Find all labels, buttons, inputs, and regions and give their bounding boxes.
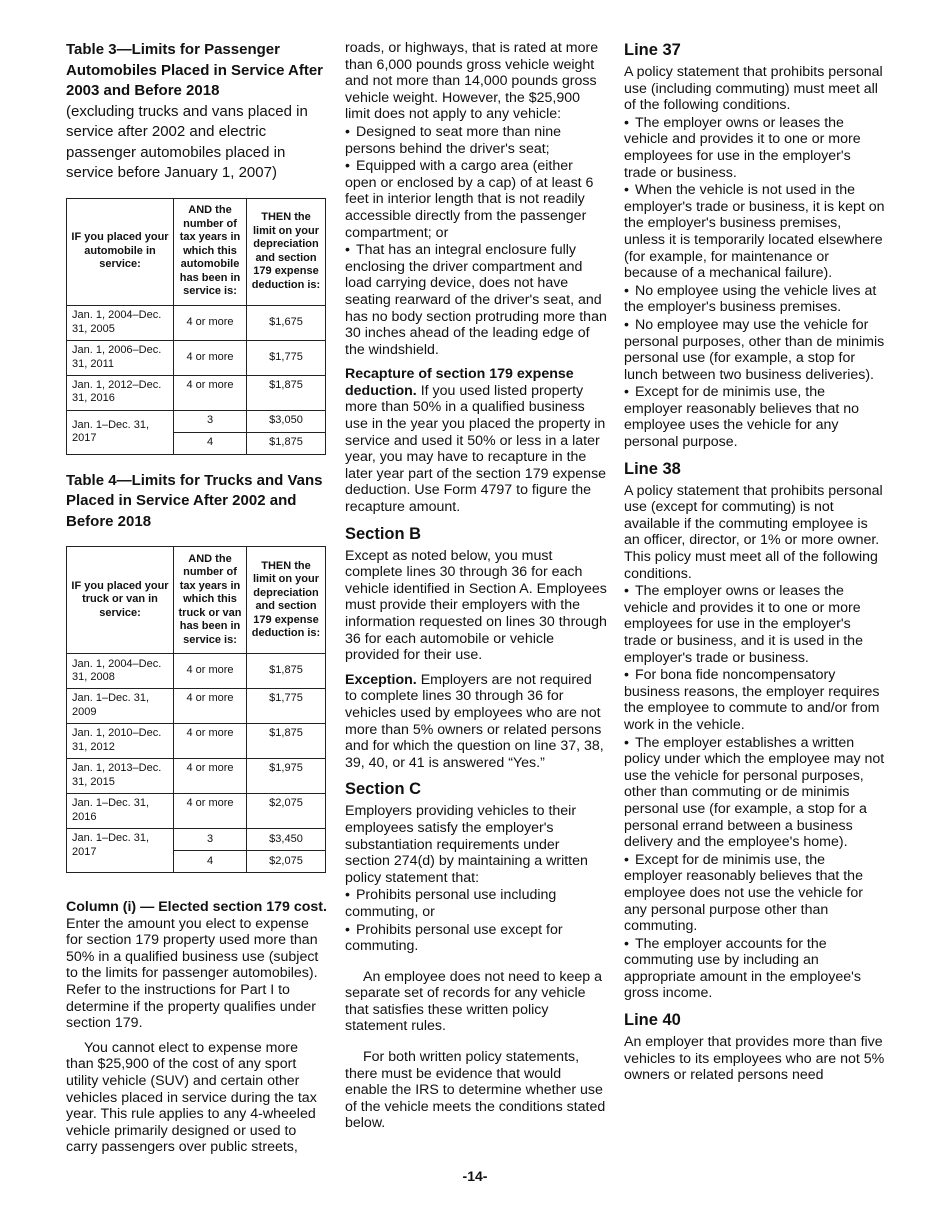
table4-years: 4 or more [174,689,247,724]
left-column [66,40,328,1164]
recapture-paragraph [345,366,607,515]
line38-heading: Line 38 [624,459,681,478]
table4-limit: $2,075 [247,794,326,829]
table4-header-3: THEN the limit on your depreciation and section 179 expense deduction is: [247,547,326,654]
table4-years: 4 or more [174,759,247,794]
table4-years: 3 [174,829,247,851]
list-item: • Prohibits personal use except for commuting. [345,922,607,955]
table3-header-2: AND the number of tax years in which this automobile has been in service is: [174,198,247,305]
list-item: • That has an integral enclosure fully enclosing the driver compartment and load carrying device, does not have seating rearward of the driver's seat, and has no body section protruding more than 30 inches ahead of the leading edge of the windshield. [345,242,607,358]
table-row [67,689,326,724]
table3-years: 4 or more [174,305,247,340]
section-c-text: Employers providing vehicles to their employees satisfy the employer's substantiation requirements under section 274(d) by maintaining a written policy statement that: [345,803,588,886]
recapture-heading: Recapture of section 179 expense deduction. [345,366,574,399]
table3-header-row [67,198,326,305]
table4-header-row [67,547,326,654]
table4-years: 4 or more [174,794,247,829]
list-item: • The employer accounts for the commuting use by including an appropriate amount in the employee's gross income. [624,936,886,1002]
list-item: • The employer owns or leases the vehicle and provides it to one or more employees for use in the employer's trade or business, and it is used in the employer's trade or business. [624,583,886,666]
table3-subtitle: (excluding trucks and vans placed in service after 2002 and electric passenger automobiles placed in service before January 1, 2007) [66,102,308,181]
table4-header-2: AND the number of tax years in which this truck or van has been in service is: [174,547,247,654]
table4-period: Jan. 1, 2013–Dec. 31, 2015 [67,759,174,794]
line40-heading: Line 40 [624,1011,681,1030]
table4-period: Jan. 1–Dec. 31, 2016 [67,794,174,829]
table4-limit: $1,775 [247,689,326,724]
section-b-heading: Section B [345,524,422,543]
table3-limit: $1,675 [247,305,326,340]
right-column [624,40,886,1092]
table3-limit: $1,875 [247,432,326,454]
table4-years: 4 or more [174,654,247,689]
list-item: • No employee may use the vehicle for personal purposes, other than de minimis personal use (for example, a stop for lunch between two business deliveries). [624,317,886,383]
table3-years: 3 [174,410,247,432]
table4-period: Jan. 1, 2010–Dec. 31, 2012 [67,724,174,759]
table3-limit: $1,875 [247,375,326,410]
table4-years: 4 or more [174,724,247,759]
table4-limit: $3,450 [247,829,326,851]
list-item: • The employer establishes a written policy under which the employee may not use the vehicle for personal purposes, other than commuting or de minimis personal use (for example, a stop for a personal errand between a business delivery and the employee's home). [624,735,886,851]
table3-years: 4 or more [174,340,247,375]
table4-limit: $1,875 [247,654,326,689]
exception-text: Employers are not required to complete lines 30 through 36 for vehicles used by employees who are not more than 5% owners or related persons and for which the question on line 37, 38, 39, 40, or 41 is answered “Yes.” [345,671,604,771]
list-item: • The employer owns or leases the vehicle and provides it to one or more employees for use in the employer's trade or business. [624,115,886,181]
recapture-text: If you used listed property more than 50% in a qualified business use in the year you placed the property in service and used it 50% or less in a later year, you may have to recapture in the later year part of the section 179 expense deduction. Use Form 4797 to figure the recapture amount. [345,382,607,516]
exception-heading: Exception. [345,671,417,688]
section-c-heading: Section C [345,780,422,799]
table3-years: 4 or more [174,375,247,410]
table-row [67,794,326,829]
table3-header-1: IF you placed your automobile in service: [67,198,174,305]
list-item: • For bona fide noncompensatory business reasons, the employer requires the employee to commute to and/or from work in the vehicle. [624,667,886,733]
table4-period: Jan. 1–Dec. 31, 2017 [67,829,174,873]
table-row [67,759,326,794]
list-item: • Designed to seat more than nine persons behind the driver's seat; [345,124,607,157]
table3-period: Jan. 1, 2012–Dec. 31, 2016 [67,375,174,410]
section-b-text: Except as noted below, you must complete lines 30 through 36 for each vehicle identified in Section A. Employees must provide their employers with the information requested on lines 30 through 36 for each automobile or vehicle provided for their use. [345,547,607,664]
list-item: • Except for de minimis use, the employer reasonably believes that no employee uses the vehicle for any personal purpose. [624,384,886,450]
table4-period: Jan. 1–Dec. 31, 2009 [67,689,174,724]
line38-text: A policy statement that prohibits personal use (except for commuting) is not available if the commuting employee is an officer, director, or 1% or more owner. This policy must meet all of the following conditions. [624,482,883,582]
table4-header-1: IF you placed your truck or van in service: [67,547,174,654]
page-number: -14- [462,1168,488,1184]
list-item: • No employee using the vehicle lives at the employer's business premises. [624,283,886,316]
table3-period: Jan. 1, 2004–Dec. 31, 2005 [67,305,174,340]
suv-continued-paragraph: roads, or highways, that is rated at more than 6,000 pounds gross vehicle weight and not more than 14,000 pounds gross vehicle weight. However, the $25,900 limit does not apply to any vehicle: [345,40,599,123]
exception-paragraph [345,672,607,772]
list-item: • Prohibits personal use including commuting, or [345,887,607,920]
table-row [67,829,326,851]
list-item: • Equipped with a cargo area (either open or enclosed by a cap) of at least 6 feet in interior length that is not readily accessible directly from the passenger compartment; or [345,158,607,241]
table-row [67,340,326,375]
table-row [67,654,326,689]
table4-limit: $1,875 [247,724,326,759]
table4-limit: $2,075 [247,851,326,873]
table4 [66,546,326,873]
column-i-text: Enter the amount you elect to expense for section 179 property used more than 50% in a qualified business use (subject to the limits for passenger automobiles). Refer to the instructions for Part I to determine if the property qualifies under section 179. [66,915,319,1032]
column-i-heading: Column (i) — Elected section 179 cost. [66,899,327,915]
evidence-paragraph: For both written policy statements, there must be evidence that would enable the IRS to determine whether use of the vehicle meets the conditions stated below. [345,1049,606,1132]
line37-text: A policy statement that prohibits personal use (including commuting) must meet all of the following conditions. [624,64,883,114]
suv-limit-paragraph: You cannot elect to expense more than $25,900 of the cost of any sport utility vehicle (SUV) and certain other vehicles placed in service during the tax year. This rule applies to any 4-wheeled vehicle primarily designed or used to carry passengers over public streets, [66,1039,317,1156]
table4-period: Jan. 1, 2004–Dec. 31, 2008 [67,654,174,689]
table-row [67,305,326,340]
column-i-paragraph [66,899,328,1032]
table3-limit: $1,775 [247,340,326,375]
table-row [67,724,326,759]
middle-column [345,40,607,1140]
records-paragraph: An employee does not need to keep a separate set of records for any vehicle that satisfies these written policy statement rules. [345,968,602,1035]
table4-years: 4 [174,851,247,873]
table3-header-3: THEN the limit on your depreciation and section 179 expense deduction is: [247,198,326,305]
line37-heading: Line 37 [624,41,681,59]
table3-years: 4 [174,432,247,454]
table4-limit: $1,975 [247,759,326,794]
table4-title: Table 4—Limits for Trucks and Vans Placed in Service After 2002 and Before 2018 [66,471,323,530]
table-row [67,410,326,432]
table3-title: Table 3—Limits for Passenger Automobiles Placed in Service After 2003 and Before 2018 [66,41,324,99]
list-item: • When the vehicle is not used in the employer's trade or business, it is kept on the employer's business premises, unless it is temporarily located elsewhere (for example, for maintenance or because of a mechanical failure). [624,182,886,282]
table-row [67,375,326,410]
table3-period: Jan. 1–Dec. 31, 2017 [67,410,174,454]
line40-text: An employer that provides more than five vehicles to its employees who are not 5% owners or related persons need [624,1034,885,1084]
table3-limit: $3,050 [247,410,326,432]
table3 [66,198,326,455]
table3-period: Jan. 1, 2006–Dec. 31, 2011 [67,340,174,375]
list-item: • Except for de minimis use, the employer reasonably believes that the employee does not use the vehicle for any personal purpose other than commuting. [624,852,886,935]
